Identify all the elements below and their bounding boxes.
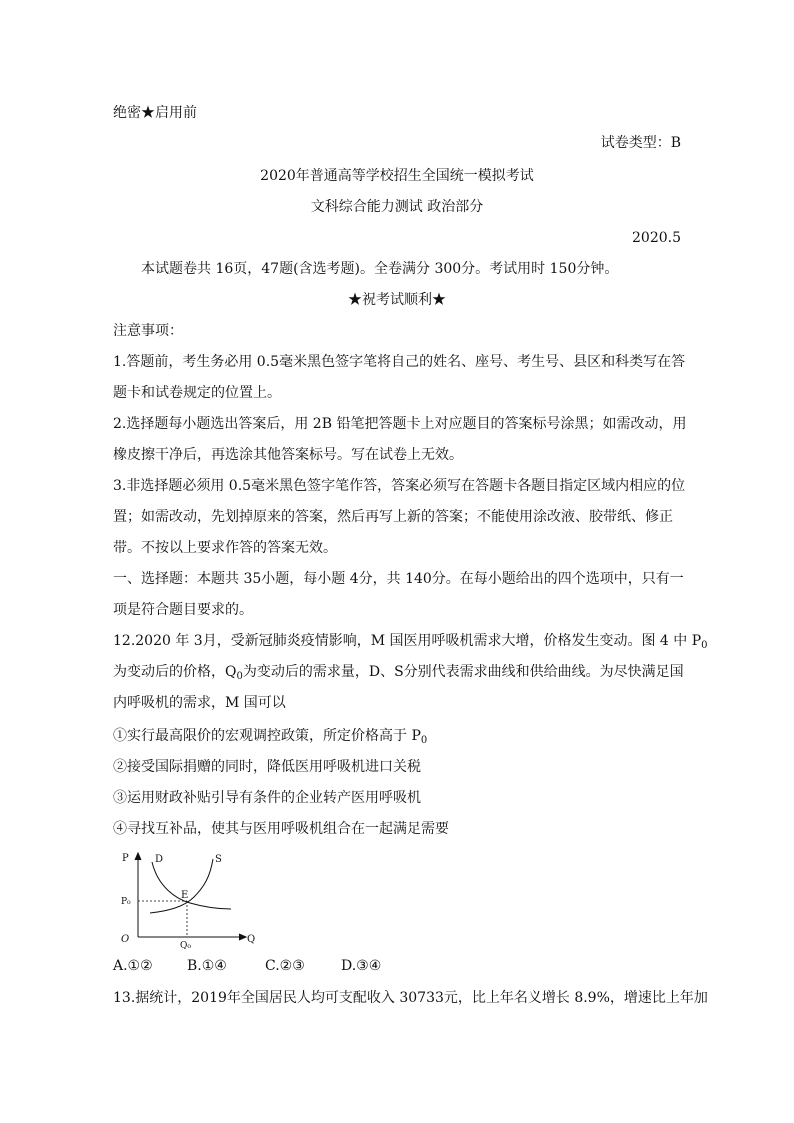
question-12-option-1: ①实行最高限价的宏观调控政策，所定价格高于 $P_0$ — [113, 728, 428, 746]
supply-curve — [150, 859, 213, 913]
notice-heading: 注意事项： — [113, 323, 183, 339]
question-12-option-3: ③运用财政补贴引导有条件的企业转产医用呼吸机 — [113, 790, 421, 806]
exam-title: 2020年普通高等学校招生全国统一模拟考试 — [260, 168, 534, 184]
notice-item-3-line-2: 置；如需改动，先划掉原来的答案，然后再写上新的答案；不能使用涂改液、胶带纸、修正 — [113, 509, 673, 525]
demand-curve — [152, 862, 231, 909]
y-axis-label: P — [122, 853, 129, 864]
q0-label: Q₀ — [180, 941, 191, 949]
supply-label: S — [215, 854, 222, 865]
x-axis-arrow — [239, 934, 246, 940]
demand-label: D — [155, 854, 164, 865]
question-12-choice-b: B.①④ — [187, 958, 227, 974]
exam-intro: 本试题卷共 16页，47题(含选考题)。全卷满分 300分。考试用时 150分钟。 — [141, 261, 619, 277]
question-12-option-4: ④寻找互补品，使其与医用呼吸机组合在一起满足需要 — [113, 821, 449, 837]
notice-item-1-line-1: 1.答题前，考生务必用 0.5毫米黑色签字笔将自己的姓名、座号、考生号、县区和科类写在答 — [113, 354, 686, 370]
section-1-instructions-line-2: 项是符合题目要求的。 — [113, 602, 253, 618]
notice-item-3-line-3: 带。不按以上要求作答的答案无效。 — [113, 540, 337, 556]
x-axis-label: Q — [247, 934, 256, 945]
equilibrium-label: E — [181, 890, 189, 901]
question-12-choice-a: A.①② — [113, 958, 153, 974]
good-luck-line: ★祝考试顺利★ — [348, 292, 446, 308]
p0-label: P₀ — [121, 897, 131, 907]
question-12-line-1: 12.2020 年 3月，受新冠肺炎疫情影响，M 国医用呼吸机需求大增，价格发生变动。图 4 中 $P_0$ — [113, 633, 708, 651]
y-axis-arrow — [135, 853, 141, 860]
origin-label: O — [121, 934, 130, 945]
question-12-line-2: 为变动后的价格，$Q_0$为变动后的需求量，D、S分别代表需求曲线和供给曲线。为尽快满足国 — [113, 664, 684, 682]
question-12-line-3: 内呼吸机的需求，M 国可以 — [113, 695, 286, 711]
exam-date: 2020.5 — [632, 230, 681, 246]
notice-item-3-line-1: 3.非选择题必须用 0.5毫米黑色签字笔作答，答案必须写在答题卡各题目指定区域内相应的位 — [113, 478, 686, 494]
section-1-instructions-line-1: 一、选择题：本题共 35小题，每小题 4分，共 140分。在每小题给出的四个选项中，只有一 — [113, 571, 684, 587]
question-12-choice-d: D.③④ — [341, 958, 382, 974]
exam-subtitle: 文科综合能力测试 政治部分 — [310, 199, 484, 215]
notice-item-2-line-1: 2.选择题每小题选出答案后，用 2B 铅笔把答题卡上对应题目的答案标号涂黑；如需改动，用 — [113, 416, 687, 432]
paper-type-label: 试卷类型：B — [600, 135, 681, 151]
supply-demand-graph — [118, 849, 258, 949]
question-12-choice-c: C.②③ — [265, 958, 305, 974]
question-13-line-1: 13.据统计，2019年全国居民人均可支配收入 30733元，比上年名义增长 8.9%，增速比上年加 — [113, 990, 708, 1006]
notice-item-1-line-2: 题卡和试卷规定的位置上。 — [113, 385, 281, 401]
graph-axes — [135, 853, 246, 940]
question-12-option-2: ②接受国际捐赠的同时，降低医用呼吸机进口关税 — [113, 759, 421, 775]
confidential-label: 绝密★启用前 — [113, 105, 197, 121]
notice-item-2-line-2: 橡皮擦干净后，再选涂其他答案标号。写在试卷上无效。 — [113, 447, 463, 463]
